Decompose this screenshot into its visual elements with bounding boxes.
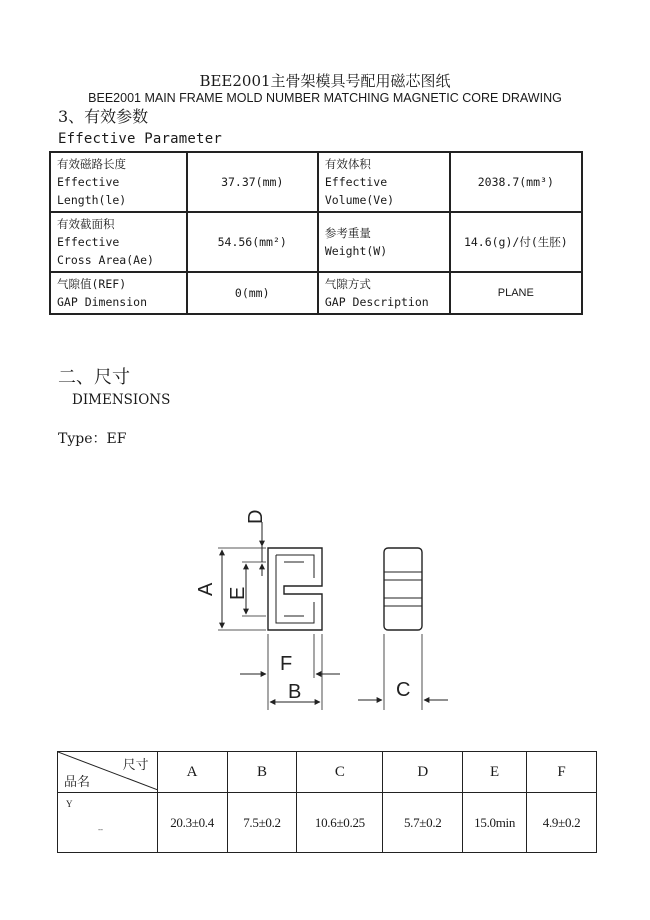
- param-label: 有效体积 Effective Volume(Ve): [318, 152, 450, 212]
- document-title-cn: BEE2001主骨架模具号配用磁芯图纸: [199, 72, 451, 90]
- diagonal-header-cell: [58, 752, 158, 793]
- dim-label-f: F: [280, 653, 293, 675]
- param-value: 37.37(mm): [187, 152, 318, 212]
- header-e: E: [463, 752, 527, 793]
- value-e: 15.0min: [463, 793, 527, 853]
- header-c: C: [297, 752, 383, 793]
- part-name: Y: [66, 799, 73, 809]
- document-title-en: BEE2001 MAIN FRAME MOLD NUMBER MATCHING MAGNETIC CORE DRAWING: [88, 91, 562, 105]
- param-value: PLANE: [450, 272, 582, 314]
- header-a: A: [157, 752, 227, 793]
- value-a: 20.3±0.4: [157, 793, 227, 853]
- param-value: 2038.7(mm³): [450, 152, 582, 212]
- header-part-name-label: 品名: [64, 774, 91, 789]
- section-3-heading: 3、有效参数: [58, 107, 149, 126]
- value-c: 10.6±0.25: [297, 793, 383, 853]
- param-label: 气隙值(REF) GAP Dimension: [50, 272, 187, 314]
- dim-label-c: C: [396, 679, 411, 701]
- dim-label-d: D: [245, 509, 267, 524]
- core-dimension-drawing: [180, 500, 480, 715]
- param-row: [50, 212, 582, 272]
- value-f: 4.9±0.2: [527, 793, 597, 853]
- header-dimension-label: 尺寸: [122, 757, 149, 772]
- section-2-heading: 二、尺寸: [58, 367, 130, 388]
- header-d: D: [383, 752, 463, 793]
- dim-label-e: E: [227, 586, 249, 600]
- param-label: 气隙方式 GAP Description: [318, 272, 450, 314]
- param-label: 有效磁路长度 Effective Length(le): [50, 152, 187, 212]
- param-label: 参考重量 Weight(W): [318, 212, 450, 272]
- part-name-sub: --: [98, 825, 103, 834]
- effective-parameter-heading: Effective Parameter: [58, 131, 222, 147]
- dim-label-a: A: [195, 582, 217, 596]
- header-b: B: [227, 752, 297, 793]
- param-value: 54.56(mm²): [187, 212, 318, 272]
- header-f: F: [527, 752, 597, 793]
- dimensions-heading: DIMENSIONS: [72, 392, 171, 408]
- param-row: [50, 272, 582, 314]
- dimension-value-row: [58, 793, 597, 853]
- param-value: 14.6(g)/付(生胚): [450, 212, 582, 272]
- value-b: 7.5±0.2: [227, 793, 297, 853]
- dim-label-b: B: [288, 681, 302, 703]
- e-core-side-view: [268, 548, 322, 630]
- effective-parameter-table: [49, 151, 583, 315]
- core-type-label: Type：EF: [58, 431, 127, 447]
- value-d: 5.7±0.2: [383, 793, 463, 853]
- dimension-table: [57, 751, 597, 853]
- param-label: 有效截面积 Effective Cross Area(Ae): [50, 212, 187, 272]
- part-name-cell: [58, 793, 158, 853]
- dimension-header-row: [58, 752, 597, 793]
- param-row: [50, 152, 582, 212]
- e-core-end-view: [384, 548, 422, 630]
- param-value: 0(mm): [187, 272, 318, 314]
